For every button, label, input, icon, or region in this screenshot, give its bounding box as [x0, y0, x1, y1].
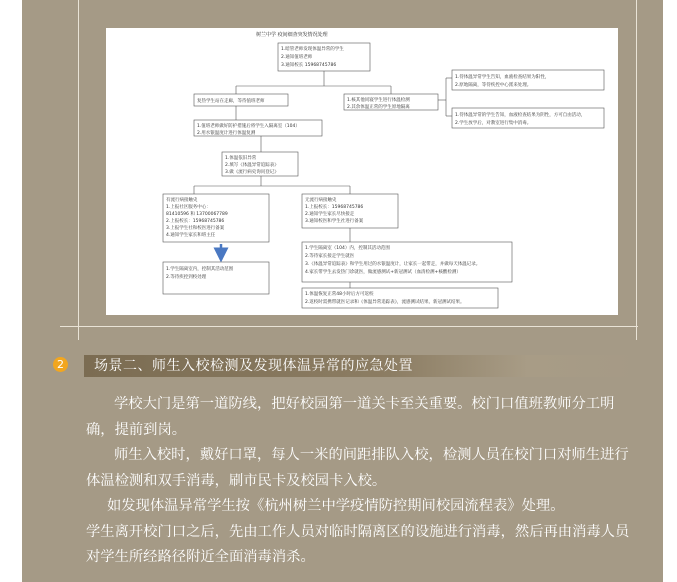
- svg-text:2.上报校长：15968745786: 2.上报校长：15968745786: [166, 219, 225, 224]
- svg-text:2.学生放学后，对教室进行集中消毒。: 2.学生放学后，对教室进行集中消毒。: [455, 121, 532, 126]
- svg-text:1.体温依旧异常: 1.体温依旧异常: [225, 156, 257, 161]
- node-far-right-top: [452, 70, 604, 90]
- svg-text:4.家长带学生去发热门诊就医，做流感测试+新冠测试（血清检测: 4.家长带学生去发热门诊就医，做流感测试+新冠测试（血清检测+核酸检测）: [305, 270, 461, 275]
- paragraph-3: 如发现体温异常学生按《杭州树兰中学疫情防控期间校园流程表》处理。: [107, 498, 565, 514]
- frame-right-line: [636, 0, 637, 340]
- svg-text:2.等待疾控到校处理: 2.等待疾控到校处理: [166, 275, 207, 280]
- svg-text:81410596 和 13700067789: 81410596 和 13700067789: [166, 212, 228, 217]
- svg-text:2.用水银温度计进行体温复测: 2.用水银温度计进行体温复测: [197, 131, 256, 136]
- paragraph-4: 学生离开校门口之后，先由工作人员对临时隔离区的设施进行消毒，然后再由消毒人员对学生所经路径附近全面消毒消杀。: [86, 523, 630, 565]
- svg-text:1.核其他同寝学生进行体温检测: 1.核其他同寝学生进行体温检测: [347, 98, 410, 103]
- svg-text:1.上报社区服务中心：: 1.上报社区服务中心：: [166, 205, 211, 210]
- flowchart-figure: [106, 28, 618, 315]
- node-retest: [222, 152, 298, 176]
- svg-text:3.《体温异常追踪表》和学生用过的水银温度计，让家长一起带走: 3.《体温异常追踪表》和学生用过的水银温度计，让家长一起带走，并做每天体温记录。: [305, 262, 481, 267]
- svg-text:1.待体温异常的学生告知，血液检查结果为阴性，方可自由活动，: 1.待体温异常的学生告知，血液检查结果为阴性，方可自由活动，: [455, 113, 586, 118]
- svg-text:2.原地隔离，等待疾控中心派来处理。: 2.原地隔离，等待疾控中心派来处理。: [455, 83, 532, 88]
- svg-text:2.返校时需携带就医记录和《体温异常追踪表》，流感测试结果、: 2.返校时需携带就医记录和《体温异常追踪表》，流感测试结果、新冠测试结果。: [305, 300, 465, 305]
- svg-text:复热学生站在走廊，等待值班老师: 复热学生站在走廊，等待值班老师: [197, 99, 265, 104]
- svg-text:2.通知学生家长尽快接走: 2.通知学生家长尽快接走: [305, 212, 355, 217]
- body-text: [86, 392, 642, 571]
- svg-text:1.体温恢复正常48小时后方可返校: 1.体温恢复正常48小时后方可返校: [305, 292, 374, 297]
- section-heading: [50, 355, 640, 377]
- node-right-check: [344, 94, 438, 110]
- section-title-bar: [84, 355, 639, 377]
- svg-text:3.通知校医和学生社进行备案: 3.通知校医和学生社进行备案: [305, 219, 364, 224]
- section-title: 场景二、师生入校检测及发现体温异常的应急处置: [94, 358, 413, 374]
- node-final: [302, 288, 498, 308]
- node-left-wait: [194, 94, 288, 106]
- frame-left-line: [78, 0, 79, 340]
- svg-text:1.待体温异常学生告知，血液检查结果为阳性，: 1.待体温异常学生告知，血液检查结果为阳性，: [455, 75, 550, 80]
- right-margin: [663, 0, 677, 582]
- svg-text:1.暗管老师发现体温异常的学生: 1.暗管老师发现体温异常的学生: [281, 47, 344, 52]
- node-history-no: [302, 194, 398, 228]
- node-isolation: [194, 120, 322, 136]
- svg-text:3.上报学生社和校医进行备案: 3.上报学生社和校医进行备案: [166, 226, 225, 231]
- svg-text:1.学生隔离室（104）内，控制其活动范围: 1.学生隔离室（104）内，控制其活动范围: [305, 246, 390, 251]
- node-yes-next: [163, 262, 269, 294]
- flowchart-title: 树兰中学 疫间细查突发情况处理: [256, 32, 328, 38]
- svg-text:2.通知值班老师: 2.通知值班老师: [281, 55, 313, 60]
- left-margin: [0, 0, 22, 582]
- node-no-next: [302, 242, 512, 282]
- flowchart-svg: [106, 28, 618, 315]
- svg-text:1.学生隔离室内，控制其活动范围: 1.学生隔离室内，控制其活动范围: [166, 267, 234, 272]
- svg-text:1.值班老师做好防护措施后将学生入隔离室（104）: 1.值班老师做好防护措施后将学生入隔离室（104）: [197, 124, 300, 129]
- svg-text:3.做《流行病史询问登记》: 3.做《流行病史询问登记》: [225, 170, 279, 175]
- section-number-badge: 2: [53, 357, 68, 372]
- svg-text:无流行病接触史: 无流行病接触史: [305, 198, 337, 203]
- svg-text:3.通知校长 15968745786: 3.通知校长 15968745786: [281, 63, 337, 68]
- node-history-yes: [163, 194, 269, 242]
- node-far-right-bottom: [452, 108, 604, 128]
- node-start: [278, 43, 370, 71]
- svg-text:1.上报校长：15968745786: 1.上报校长：15968745786: [305, 205, 364, 210]
- paragraph-2: 师生入校时，戴好口罩，每人一米的间距排队入校，检测人员在校门口对师生进行体温检测和双手消毒，刷市民卡及校园卡入校。: [86, 447, 629, 489]
- svg-text:2.等待家长接走学生就医: 2.等待家长接走学生就医: [305, 254, 355, 259]
- svg-text:2.其余体温正常的学生原地隔离: 2.其余体温正常的学生原地隔离: [347, 105, 410, 110]
- svg-text:4.通知学生家长和班主任: 4.通知学生家长和班主任: [166, 233, 216, 238]
- svg-text:2.填写《体温异常追踪表》: 2.填写《体温异常追踪表》: [225, 163, 279, 168]
- paragraph-1: 学校大门是第一道防线，把好校园第一道关卡至关重要。校门口值班教师分工明确，提前到岗。: [86, 396, 615, 438]
- svg-text:有流行病接触史: 有流行病接触史: [166, 198, 198, 203]
- frame-bottom-line: [60, 326, 638, 327]
